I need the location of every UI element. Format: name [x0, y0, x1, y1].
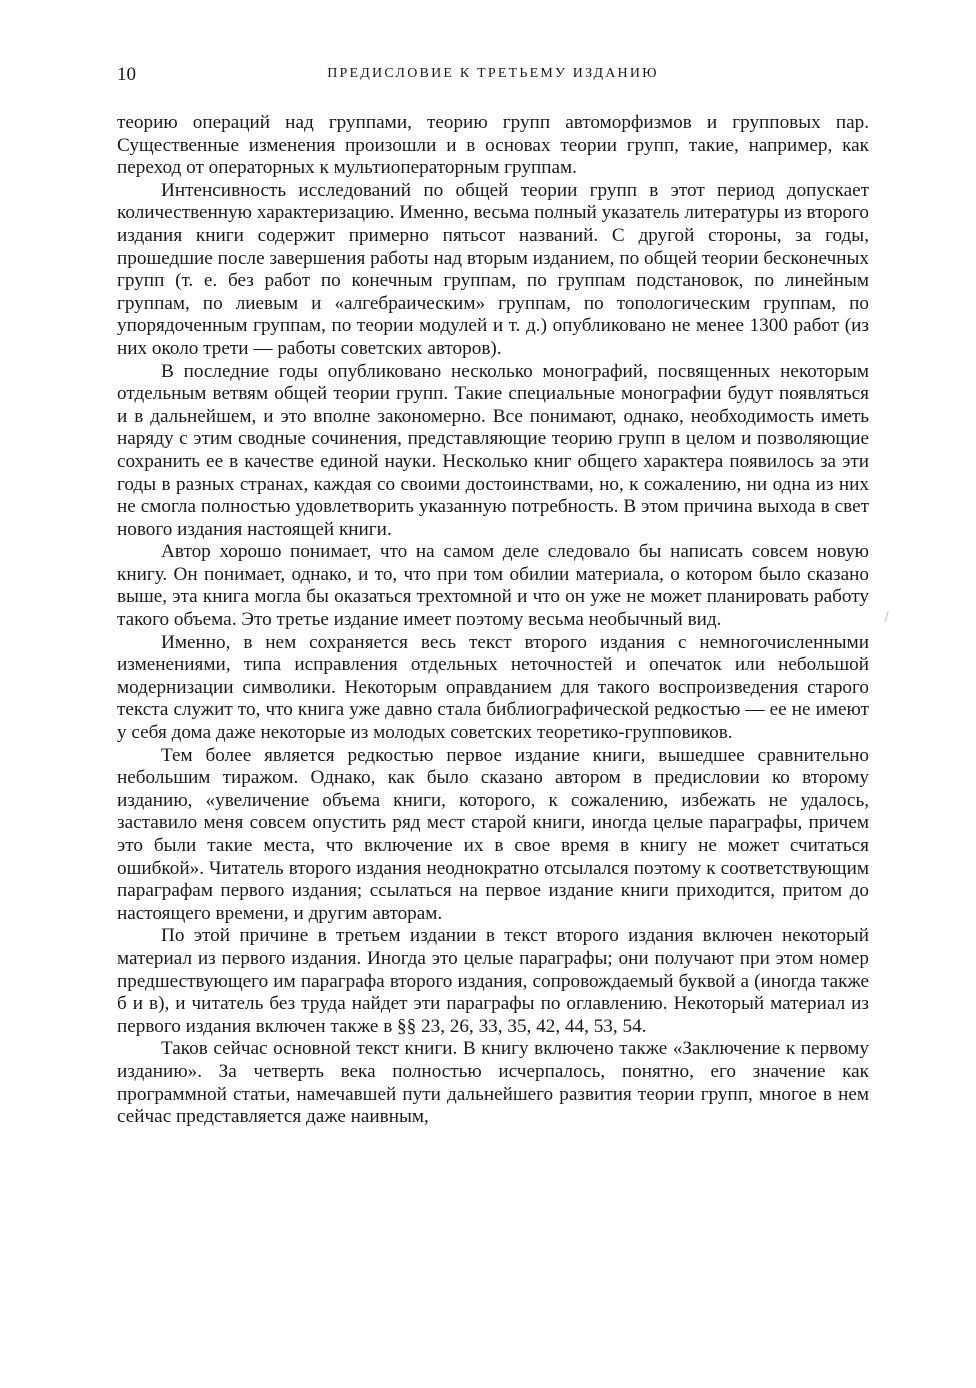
- paragraph-3: В последние годы опубликовано несколько монографий, посвященных некоторым отдельным ветвям общей теории групп. Такие специальные монографии будут появляться и в дальнейшем, и это вполне закономерно. Все понимают, однако, необходимость иметь наряду с этим сводные сочинения, представляющие теорию групп в целом и позволяющие сохранить ее в качестве единой науки. Несколько книг общего характера появилось за эти годы в разных странах, каждая со своими достоинствами, но, к сожалению, ни одна из них не смогла полностью удовлетворить указанную потребность. В этом причина выхода в свет нового издания настоящей книги.: [117, 360, 869, 540]
- page-header: [117, 60, 869, 90]
- page-number: 10: [117, 64, 136, 85]
- margin-pencil-mark: ⁄: [883, 610, 891, 625]
- paragraph-8: Таков сейчас основной текст книги. В книгу включено также «Заключение к первому изданию». За четверть века полностью исчерпалось, понятно, его значение как программной статьи, намечавшей пути дальнейшего развития теории групп, многое в нем сейчас представляется даже наивным,: [117, 1038, 869, 1128]
- running-title: ПРЕДИСЛОВИЕ К ТРЕТЬЕМУ ИЗДАНИЮ: [327, 66, 659, 81]
- paragraph-2: Интенсивность исследований по общей теории групп в этот период допускает количественную характеризацию. Именно, весьма полный указатель литературы из второго издания книги содержит примерно пятьсот названий. С другой стороны, за годы, прошедшие после завершения работы над вторым изданием, по общей теории бесконечных групп (т. е. без работ по конечным группам, по группам подстановок, по линейным группам, по лиевым и «алгебраическим» группам, по топологическим группам, по упорядоченным группам, по теории модулей и т. д.) опубликовано не менее 1300 работ (из них около трети — работы советских авторов).: [117, 179, 869, 359]
- paragraph-6: Тем более является редкостью первое издание книги, вышедшее сравнительно небольшим тиражом. Однако, как было сказано автором в предисловии ко второму изданию, «увеличение объема книги, которого, к сожалению, избежать не удалось, заставило меня совсем опустить ряд мест старой книги, иногда целые параграфы, причем это были такие места, что включение их в свое время в книгу не может считаться ошибкой». Читатель второго издания неоднократно отсылался поэтому к соответствующим параграфам первого издания; ссылаться на первое издание книги приходится, притом до настоящего времени, и другим авторам.: [117, 744, 869, 924]
- book-page: [117, 60, 869, 1129]
- body-text: [117, 112, 869, 1129]
- paragraph-5: Именно, в нем сохраняется весь текст второго издания с немногочисленными изменениями, типа исправления отдельных неточностей и опечаток или небольшой модернизации символики. Некоторым оправданием для такого воспроизведения старого текста служит то, что книга уже давно стала библиографической редкостью — ее не имеют у себя дома даже некоторые из молодых советских теоретико-групповиков.: [117, 631, 869, 744]
- paragraph-7: По этой причине в третьем издании в текст второго издания включен некоторый материал из первого издания. Иногда это целые параграфы; они получают при этом номер предшествующего им параграфа второго издания, сопровождаемый буквой а (иногда также б и в), и читатель без труда найдет эти параграфы по оглавлению. Некоторый материал из первого издания включен также в §§ 23, 26, 33, 35, 42, 44, 53, 54.: [117, 925, 869, 1037]
- paragraph-1: теорию операций над группами, теорию групп автоморфизмов и групповых пар. Существенные изменения произошли и в основах теории групп, такие, например, как переход от операторных к мультиоператорным группам.: [117, 112, 869, 179]
- paragraph-4: Автор хорошо понимает, что на самом деле следовало бы написать совсем новую книгу. Он понимает, однако, и то, что при том обилии материала, о котором было сказано выше, эта книга могла бы оказаться трехтомной и что он уже не может планировать работу такого объема. Это третье издание имеет поэтому весьма необычный вид.: [117, 541, 869, 631]
